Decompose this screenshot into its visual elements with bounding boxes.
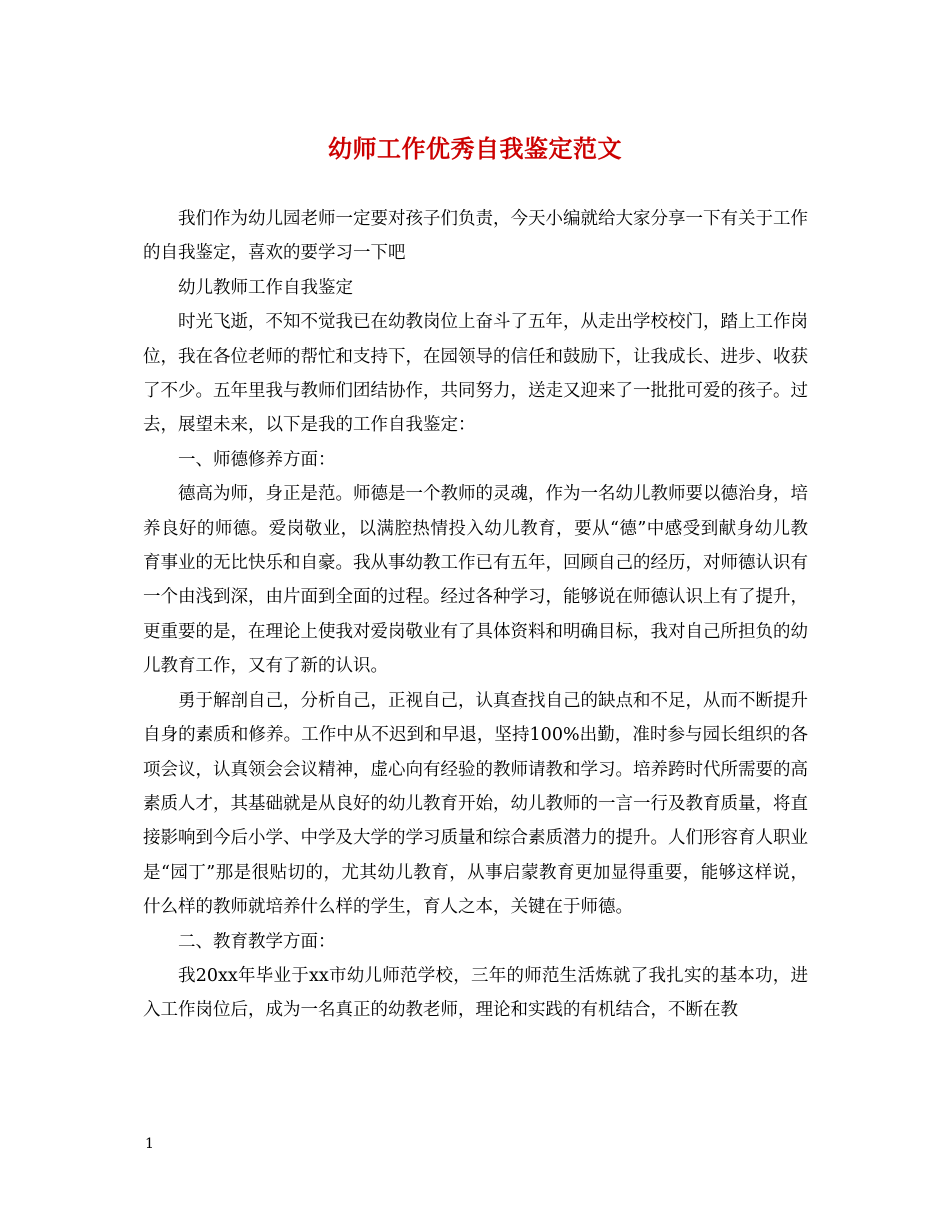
body-paragraph: 时光飞逝，不知不觉我已在幼教岗位上奋斗了五年，从走出学校校门，踏上工作岗位，我在各位老师的帮忙和支持下，在园领导的信任和鼓励下，让我成长、进步、收获了不少。五年里我与教师们团结协作，共同努力，送走又迎来了一批批可爱的孩子。过去，展望未来，以下是我的工作自我鉴定： <box>143 312 808 436</box>
intro-paragraph: 我们作为幼儿园老师一定要对孩子们负责，今天小编就给大家分享一下有关于工作的自我鉴定，喜欢的要学习一下吧 <box>143 209 808 264</box>
document-title: 幼师工作优秀自我鉴定范文 <box>328 134 622 163</box>
body-paragraph: 勇于解剖自己，分析自己，正视自己，认真查找自己的缺点和不足，从而不断提升自身的素质和修养。工作中从不迟到和早退，坚持100%出勤，准时参与园长组织的各项会议，认真领会会议精神，虚心向有经验的教师请教和学习。培养跨时代所需要的高素质人才，其基础就是从良好的幼儿教育开始，幼儿教师的一言一行及教育质量，将直接影响到今后小学、中学及大学的学习质量和综合素质潜力的提升。人们形容育人职业是“园丁”那是很贴切的，尤其幼儿教育，从事启蒙教育更加显得重要，能够这样说，什么样的教师就培养什么样的学生，育人之本，关键在于师德。 <box>143 690 808 918</box>
section-heading: 二、教育教学方面： <box>178 931 336 952</box>
body-paragraph: 德高为师，身正是范。师德是一个教师的灵魂，作为一名幼儿教师要以德治身，培养良好的师德。爱岗敬业，以满腔热情投入幼儿教育，要从“德”中感受到献身幼儿教育事业的无比快乐和自豪。我从事幼教工作已有五年，回顾自己的经历，对师德认识有一个由浅到深，由片面到全面的过程。经过各种学习，能够说在师德认识上有了提升，更重要的是，在理论上使我对爱岗敬业有了具体资料和明确目标，我对自己所担负的幼儿教育工作，又有了新的认识。 <box>143 484 808 677</box>
section-heading: 幼儿教师工作自我鉴定 <box>178 277 353 298</box>
body-paragraph: 我20xx年毕业于xx市幼儿师范学校，三年的师范生活炼就了我扎实的基本功，进入工作岗位后，成为一名真正的幼教老师，理论和实践的有机结合，不断在教 <box>143 965 808 1021</box>
page-number: 1 <box>145 1136 154 1152</box>
section-heading: 一、师德修养方面： <box>178 449 336 470</box>
document-body <box>143 202 808 1028</box>
